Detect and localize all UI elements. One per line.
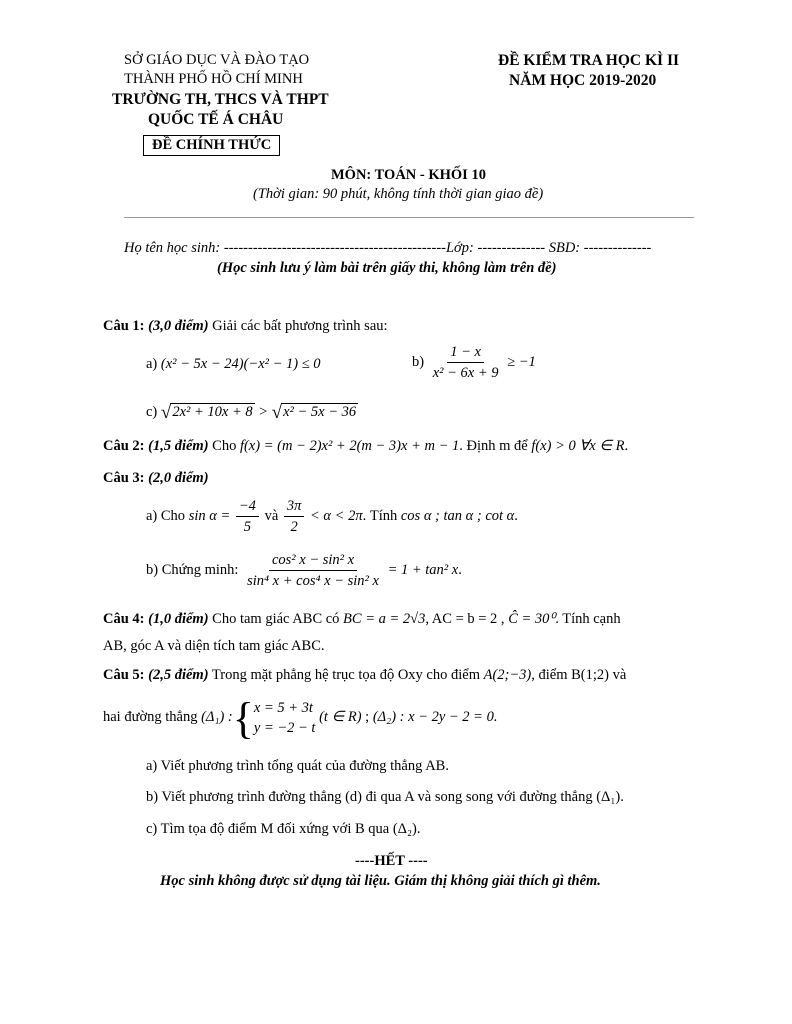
question-3b [146, 551, 462, 590]
question-3a-numerator2: 3π [284, 497, 305, 517]
delta2-equation: (Δ₂) : x − 2y − 2 = 0. [372, 709, 498, 725]
question-5-text2: , điểm B(1;2) và [531, 667, 627, 683]
end-marker: ----HẾT ---- [355, 853, 428, 869]
question-1b-numerator: 1 − x [447, 343, 484, 363]
question-3b-end: . [458, 561, 462, 578]
question-5-label: Câu 5: [103, 667, 145, 683]
question-5-lines [103, 694, 498, 743]
school-name-line1: TRƯỜNG TH, THCS VÀ THPT [112, 91, 329, 108]
question-3a-denominator2: 2 [290, 519, 298, 535]
question-3b-numerator: cos² x − sin² x [269, 551, 357, 571]
question-1b [412, 343, 536, 382]
question-1 [103, 318, 388, 335]
question-1a [146, 356, 321, 373]
school-year: NĂM HỌC 2019-2020 [509, 72, 657, 89]
question-5b: b) Viết phương trình đường thẳng (d) đi qua A và song song với đường thẳng (Δ₁). [146, 789, 624, 805]
question-5-line2-pre: hai đường thẳng [103, 709, 198, 725]
question-4-line2: AB, góc A và diện tích tam giác ABC. [103, 638, 325, 654]
question-4-text3: . Tính cạnh [555, 611, 621, 627]
question-3-label: Câu 3: [103, 470, 145, 486]
question-1c-right-radicand: x² − 5x − 36 [283, 404, 357, 420]
delta-separator: ; [365, 709, 370, 725]
question-1-label: Câu 1: [103, 318, 145, 334]
question-4-bc: BC = a = 2√3 [343, 611, 426, 627]
delta1-equation-y: y = −2 − t [253, 719, 316, 736]
question-5-points: (2,5 điểm) [148, 667, 209, 683]
question-3a-sin: sin α = [188, 507, 231, 524]
question-3-points: (2,0 điểm) [148, 470, 209, 486]
question-2 [103, 438, 628, 455]
question-3a-fraction [236, 497, 259, 536]
department-line2: THÀNH PHỐ HỒ CHÍ MINH [124, 71, 303, 87]
question-1c [146, 402, 358, 424]
question-1c-operator: > [258, 404, 269, 420]
official-exam-badge: ĐỀ CHÍNH THỨC [143, 135, 280, 156]
question-2-condition: f(x) > 0 ∀x ∈ R [531, 438, 625, 454]
exam-duration: (Thời gian: 90 phút, không tính thời gian giao đề) [253, 186, 544, 202]
header-divider [124, 217, 694, 218]
question-2-text-pre: Cho [212, 438, 237, 454]
question-3a-range: < α < 2π [310, 507, 363, 524]
question-2-text-end: . [624, 438, 629, 454]
question-3b-rhs: = 1 + tan² x [387, 561, 459, 578]
footer-note: Học sinh không được sử dụng tài liệu. Giám thị không giải thích gì thêm. [160, 873, 601, 889]
delta1-label: (Δ₁) : [201, 709, 233, 725]
question-1b-label: b) [412, 353, 425, 370]
question-1a-label: a) [146, 356, 158, 372]
system-brace-icon: { [232, 694, 254, 743]
exam-title: ĐỀ KIỂM TRA HỌC KÌ II [498, 52, 680, 69]
question-3a-fraction2 [284, 497, 305, 536]
question-2-text-mid: . Định m để [459, 438, 528, 454]
question-4-label: Câu 4: [103, 611, 145, 627]
question-2-function: f(x) = (m − 2)x² + 2(m − 3)x + m − 1 [239, 438, 460, 454]
question-5 [103, 667, 626, 684]
question-3 [103, 470, 209, 487]
subject-title: MÔN: TOÁN - KHỐI 10 [331, 167, 486, 183]
question-4 [103, 611, 621, 628]
question-3b-fraction [244, 551, 382, 590]
question-1-text: Giải các bất phương trình sau: [212, 318, 388, 334]
question-3a-pre: a) Cho [146, 507, 186, 524]
question-3a-ask: cos α ; tan α ; cot α [400, 507, 515, 524]
student-info-line: Họ tên học sinh: ----------------------------------------------Lớp: -------------- SBD: -------------- [124, 240, 652, 256]
question-3b-denominator: sin⁴ x + cos⁴ x − sin² x [247, 573, 379, 589]
question-3a [146, 497, 518, 536]
question-1-points: (3,0 điểm) [148, 318, 209, 334]
student-note: (Học sinh lưu ý làm bài trên giấy thi, không làm trên đề) [217, 260, 557, 276]
question-1b-denominator: x² − 6x + 9 [432, 365, 499, 381]
question-5-point-a: A(2;−3) [483, 667, 532, 683]
delta1-parameter-condition: (t ∈ R) [319, 709, 362, 725]
question-3a-end: . [514, 507, 518, 524]
department-line1: SỞ GIÁO DỤC VÀ ĐÀO TẠO [124, 52, 310, 68]
question-1b-rhs: ≥ −1 [507, 353, 536, 370]
question-3b-pre: b) Chứng minh: [146, 561, 239, 578]
question-5a: a) Viết phương trình tổng quát của đường thẳng AB. [146, 758, 449, 774]
question-1a-expression: (x² − 5x − 24)(−x² − 1) ≤ 0 [160, 356, 321, 372]
question-1c-left-radicand: 2x² + 10x + 8 [172, 404, 253, 420]
question-1c-label: c) [146, 404, 158, 420]
sqrt-symbol-icon: √ [271, 402, 283, 423]
school-name-line2: QUỐC TẾ Á CHÂU [148, 111, 284, 128]
question-3a-and: và [264, 507, 279, 524]
question-2-points: (1,5 điểm) [148, 438, 209, 454]
question-3a-denominator: 5 [243, 519, 252, 535]
question-4-text1: Cho tam giác ABC có [212, 611, 340, 627]
question-4-points: (1,0 điểm) [148, 611, 209, 627]
delta1-system [254, 698, 316, 738]
question-2-label: Câu 2: [103, 438, 145, 454]
question-4-angle: Ĉ = 30⁰ [508, 611, 556, 627]
question-1b-fraction [430, 343, 502, 382]
sqrt-symbol-icon: √ [160, 402, 172, 423]
question-3a-post: . Tính [362, 507, 398, 524]
delta1-equation-x: x = 5 + 3t [253, 699, 313, 716]
question-3a-numerator: −4 [236, 497, 259, 517]
question-4-text2: , AC = b = 2 , [425, 611, 505, 627]
question-5c: c) Tìm tọa độ điểm M đối xứng với B qua (Δ₂). [146, 821, 421, 837]
question-5-text1: Trong mặt phẳng hệ trục tọa độ Oxy cho điểm [211, 667, 480, 683]
